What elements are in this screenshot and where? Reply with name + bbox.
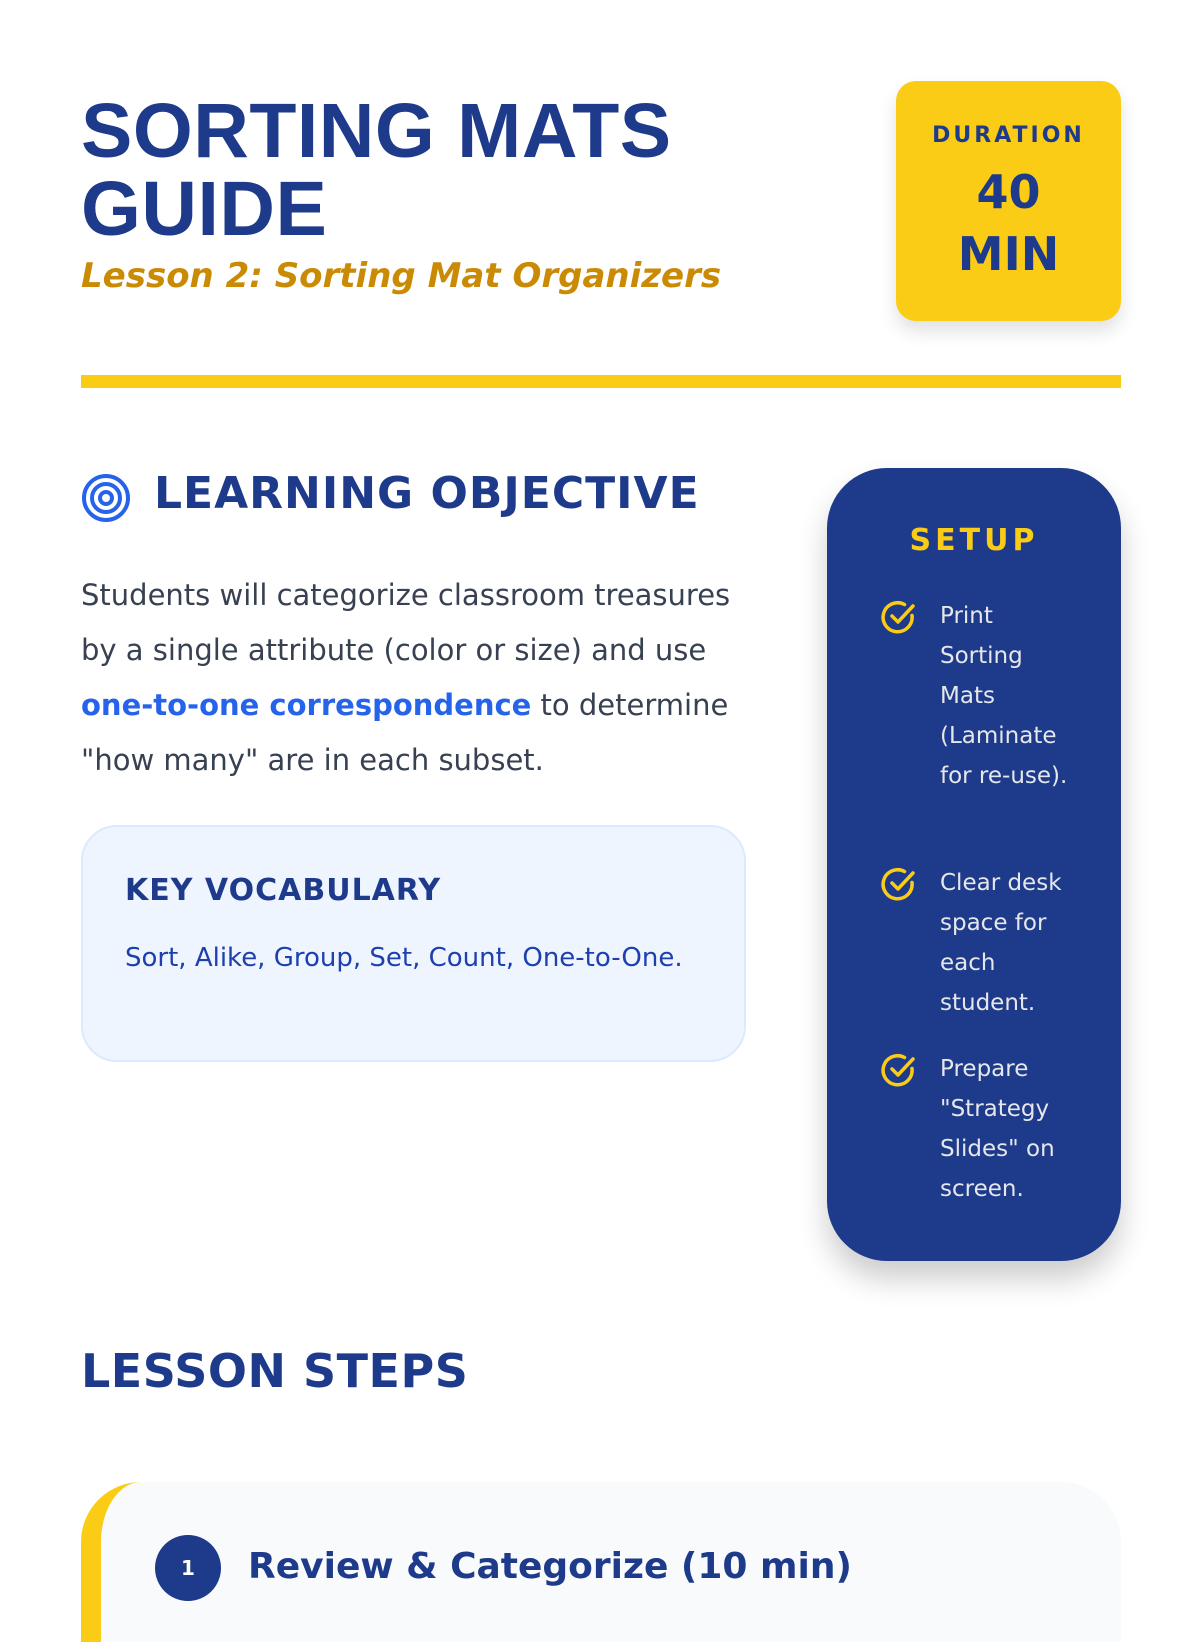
check-circle-icon xyxy=(880,598,918,636)
objective-text-start: Students will categorize classroom treasures by a single attribute (color or size) and use xyxy=(81,578,731,667)
vocabulary-card xyxy=(81,825,746,1062)
check-circle-icon xyxy=(880,865,918,903)
lesson-guide-page xyxy=(81,0,1121,1600)
setup-card xyxy=(827,468,1121,1261)
duration-badge xyxy=(896,81,1121,321)
lesson-steps-heading: LESSON STEPS xyxy=(81,1344,469,1398)
page-title: SORTING MATS GUIDE xyxy=(81,88,672,252)
duration-value: 40 MIN xyxy=(957,165,1060,281)
header-divider xyxy=(81,375,1121,388)
setup-item-text: Prepare "Strategy Slides" on screen. xyxy=(940,1056,1055,1202)
setup-item-text: Print Sorting Mats (Laminate for re-use). xyxy=(940,603,1068,789)
setup-item-text: Clear desk space for each student. xyxy=(940,870,1062,1016)
vocabulary-title: KEY VOCABULARY xyxy=(125,873,442,908)
target-icon xyxy=(81,473,131,523)
duration-label: DURATION xyxy=(932,123,1085,148)
objective-heading: LEARNING OBJECTIVE xyxy=(154,468,700,519)
objective-text-end: to determine "how many" are in each subset. xyxy=(81,688,729,777)
objective-text xyxy=(81,568,751,788)
step-number-badge: 1 xyxy=(155,1535,221,1601)
setup-title: SETUP xyxy=(909,523,1039,558)
lesson-subtitle: Lesson 2: Sorting Mat Organizers xyxy=(81,256,722,296)
objective-highlight: one-to-one correspondence xyxy=(81,688,532,722)
lesson-step-card xyxy=(81,1482,1121,1642)
step-title: Review & Categorize (10 min) xyxy=(248,1546,852,1587)
check-circle-icon xyxy=(880,1051,918,1089)
vocabulary-text: Sort, Alike, Group, Set, Count, One-to-One. xyxy=(125,943,683,973)
